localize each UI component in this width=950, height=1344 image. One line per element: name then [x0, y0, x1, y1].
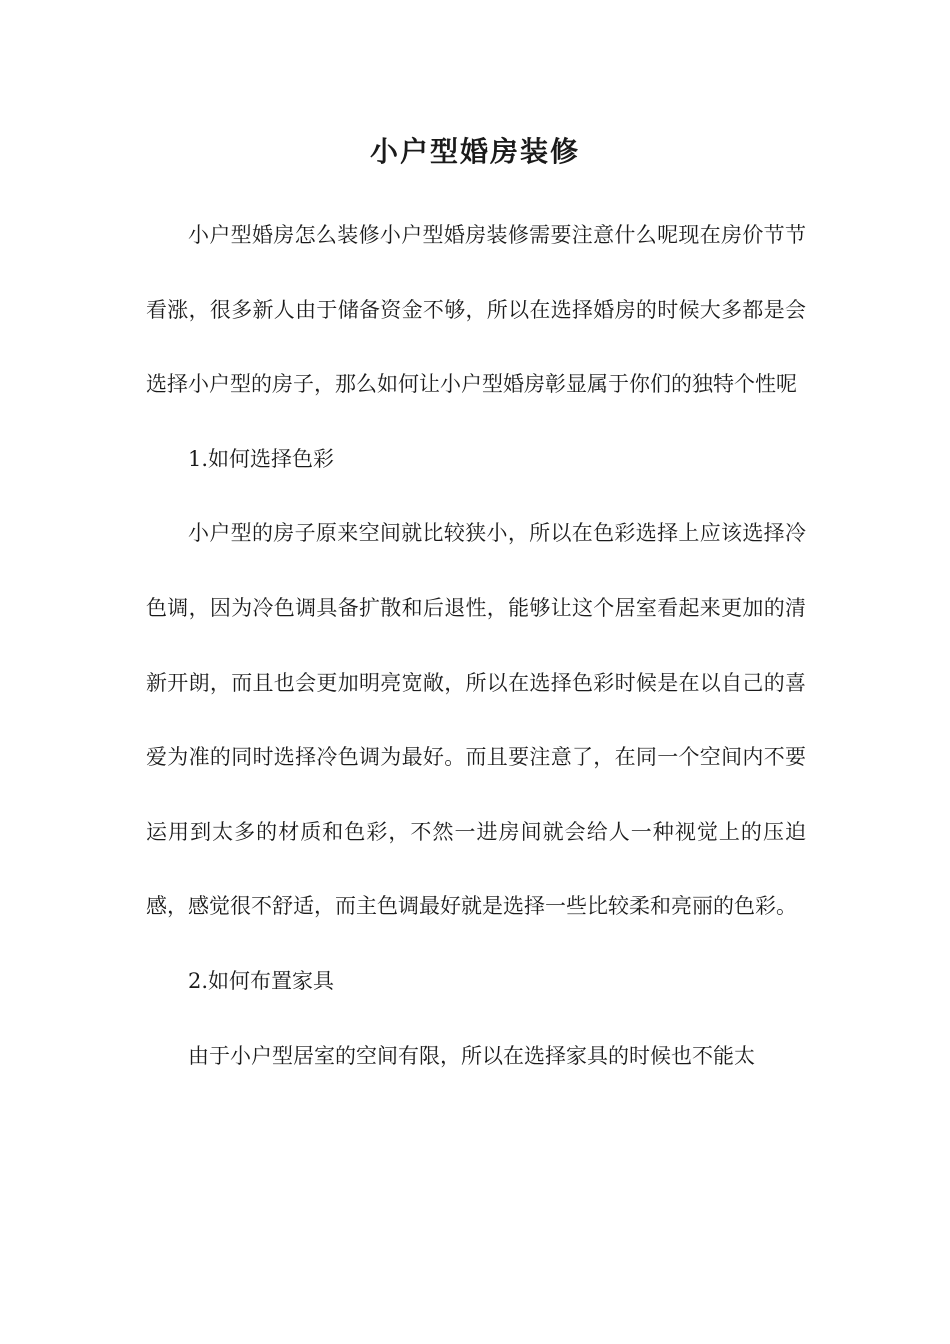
section-body-color: 小户型的房子原来空间就比较狭小，所以在色彩选择上应该选择冷色调，因为冷色调具备扩散和后退性，能够让这个居室看起来更加的清新开朗，而且也会更加明亮宽敞，所以在选择色彩时候是在以自己的喜爱为准的同时选择冷色调为最好。而且要注意了，在同一个空间内不要运用到太多的材质和色彩，不然一进房间就会给人一种视觉上的压迫感，感觉很不舒适，而主色调最好就是选择一些比较柔和亮丽的色彩。 [146, 521, 806, 919]
section-body-furniture: 由于小户型居室的空间有限，所以在选择家具的时候也不能太 [188, 1043, 755, 1068]
section-heading-color: 1.如何选择色彩 [188, 446, 335, 471]
document-title: 小户型婚房装修 [369, 135, 580, 168]
intro-paragraph: 小户型婚房怎么装修小户型婚房装修需要注意什么呢现在房价节节看涨，很多新人由于储备资金不够，所以在选择婚房的时候大多都是会选择小户型的房子，那么如何让小户型婚房彰显属于你们的独特个性呢 [146, 223, 806, 397]
document-body [146, 198, 806, 1093]
section-heading-furniture: 2.如何布置家具 [188, 968, 335, 993]
